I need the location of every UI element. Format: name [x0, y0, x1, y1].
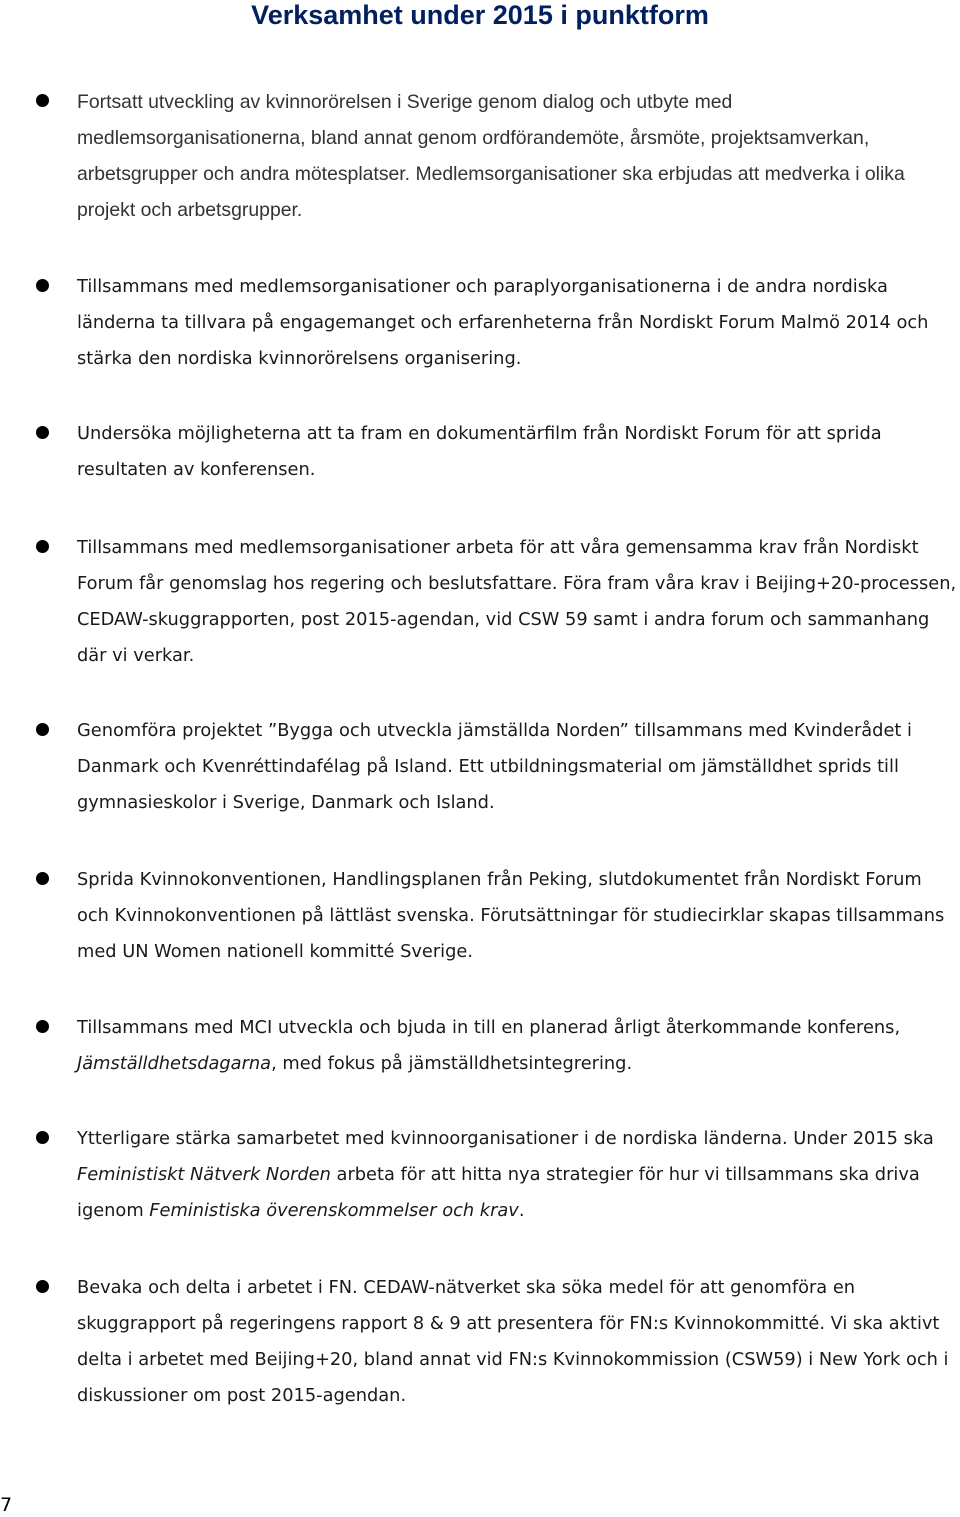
agreement-name-italic: Feministiska överenskommelser och krav	[149, 1200, 519, 1221]
bullet-icon	[36, 723, 49, 736]
list-item-text: Sprida Kvinnokonventionen, Handlingsplanen från Peking, slutdokumentet från Nordiskt Forum och Kvinnokonventionen på lättläst svenska. Förutsättningar för studiecirklar skapas tillsammans med UN Women nationell kommitté Sverige.	[77, 869, 945, 962]
bullet-icon	[36, 1280, 49, 1293]
list-item-text: Tillsammans med medlemsorganisationer och paraplyorganisationerna i de andra nordiska länderna ta tillvara på engagemanget och erfarenheterna från Nordiskt Forum Malmö 2014 och stärka den nordiska kvinnorörelsens organisering.	[77, 276, 929, 369]
list-item-text	[77, 1010, 959, 1082]
text-segment: Tillsammans med MCI utveckla och bjuda in till en planerad årligt återkommande konferens,	[77, 1017, 901, 1038]
list-item-text: Tillsammans med medlemsorganisationer arbeta för att våra gemensamma krav från Nordiskt Forum får genomslag hos regering och beslutsfattare. Föra fram våra krav i Beijing+20-processen, CEDAW-skuggrapporten, post 2015-agendan, vid CSW 59 samt i andra forum och sammanhang där vi verkar.	[77, 537, 957, 666]
page-number: 7	[0, 1494, 13, 1516]
list-item-text	[77, 1121, 959, 1229]
list-item-text: Fortsatt utveckling av kvinnorörelsen i Sverige genom dialog och utbyte med medlemsorganisationerna, bland annat genom ordförandemöte, årsmöte, projektsamverkan, arbetsgrupper och andra mötesplatser. Medlemsorganisationer ska erbjudas att medverka i olika projekt och arbetsgrupper.	[77, 91, 905, 221]
event-name-italic: Jämställdhetsdagarna	[77, 1053, 272, 1074]
text-segment: Ytterligare stärka samarbetet med kvinnoorganisationer i de nordiska länderna. Under 2015 ska	[77, 1128, 934, 1149]
text-segment: arbeta för att hitta nya strategier för hur vi tillsammans ska driva igenom	[77, 1164, 920, 1221]
bullet-icon	[36, 1131, 49, 1144]
bullet-icon	[36, 426, 49, 439]
list-item-text: Bevaka och delta i arbetet i FN. CEDAW-nätverket ska söka medel för att genomföra en skuggrapport på regeringens rapport 8 & 9 att presentera för FN:s Kvinnokommitté. Vi ska aktivt delta i arbetet med Beijing+20, bland annat vid FN:s Kvinnokommission (CSW59) i New York och i diskussioner om post 2015-agendan.	[77, 1277, 949, 1406]
text-segment: , med fokus på jämställdhetsintegrering.	[271, 1053, 633, 1074]
list-item-text: Undersöka möjligheterna att ta fram en dokumentärfilm från Nordiskt Forum för att sprida resultaten av konferensen.	[77, 423, 882, 480]
network-name-italic: Feministiskt Nätverk Norden	[77, 1164, 331, 1185]
bullet-icon	[36, 872, 49, 885]
page-title: Verksamhet under 2015 i punktform	[251, 0, 709, 30]
bullet-icon	[36, 94, 49, 107]
bullet-icon	[36, 1020, 49, 1033]
text-segment: .	[518, 1200, 525, 1221]
list-item-text: Genomföra projektet ”Bygga och utveckla jämställda Norden” tillsammans med Kvinderådet i Danmark och Kvenréttindafélag på Island. Ett utbildningsmaterial om jämställdhet sprids till gymnasieskolor i Sverige, Danmark och Island.	[77, 720, 912, 813]
bullet-icon	[36, 279, 49, 292]
bullet-icon	[36, 540, 49, 553]
